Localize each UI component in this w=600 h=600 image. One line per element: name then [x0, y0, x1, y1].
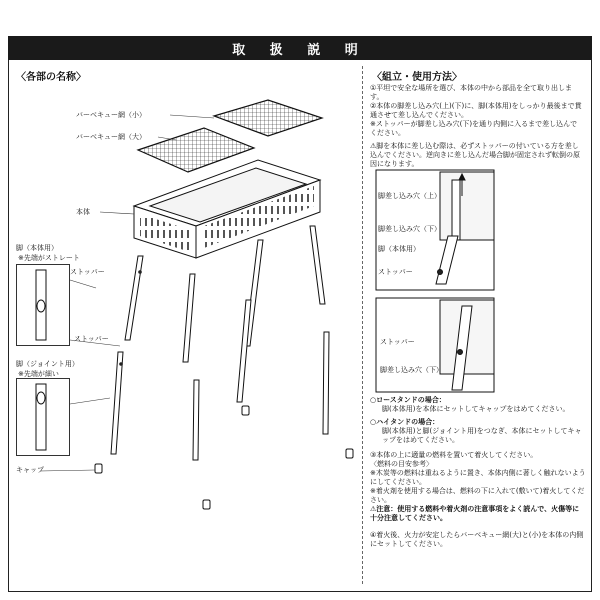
label-cap: キャップ: [16, 466, 44, 474]
fuel-note-1: ※木炭等の燃料は重ねるように置き、本体内側に著しく触れないようにしてください。: [370, 469, 586, 486]
label-bbq-net-large: バーベキュー網（大）: [76, 133, 146, 141]
assembly-heading: 〈組立・使用方法〉: [372, 72, 462, 83]
step-2-note: ※ストッパーが脚差し込み穴(下)を通り内側に入るまで差し込んでください。: [370, 120, 578, 137]
label-bbq-net-small: バーベキュー網（小）: [76, 111, 146, 119]
label-stopper-1: ストッパー: [70, 268, 105, 276]
warning-1: ⚠脚を本体に差し込む際は、必ずストッパーの付いている方を差し込んでください。逆向きに差し込んだ場合脚が固定されず転倒の原因になります。: [370, 142, 580, 168]
fig2-hole-lower: 脚差し込み穴（下）: [380, 366, 443, 374]
fuel-heading: 〈燃料の目安参考〉: [370, 460, 433, 468]
manual-title: 取 扱 説 明: [8, 36, 592, 60]
leg-drawings: [111, 226, 329, 460]
high-stand-title: ○ハイタンドの場合：: [370, 418, 440, 426]
step-2: ②本体の脚差し込み穴(上)(下)に、脚(本体用)をしっかり最後まで貫通させて差し込んでください。: [370, 102, 582, 119]
step-3: ③本体の上に適量の燃料を置いて着火してください。: [370, 451, 538, 459]
fig1-stopper: ストッパー: [378, 268, 413, 276]
label-leg-main-note: ※先端がストレート: [18, 254, 80, 262]
label-leg-main: 脚（本体用）: [16, 244, 58, 252]
label-leg-joint: 脚（ジョイント用）: [16, 360, 79, 368]
cap-drawings: [95, 406, 353, 509]
assembly-steps-top: [370, 84, 584, 169]
bbq-net-small-drawing: [214, 100, 322, 136]
fig1-hole-lower: 脚差し込み穴（下）: [378, 225, 441, 233]
step-4: ④着火後、火力が安定したらバーベキュー網(大)と(小)を本体の内側にセットしてください。: [370, 531, 584, 548]
step-1: ①平坦で安全な場所を選び、本体の中から部品を全て取り出します。: [370, 84, 572, 101]
body-drawing: [134, 160, 320, 258]
caution: ⚠注意：使用する燃料や着火剤の注意事項をよく読んで、火傷等に十分注意してください。: [370, 505, 580, 522]
label-leg-joint-note: ※先端が細い: [18, 370, 59, 378]
low-stand-title: ○ロースタンドの場合：: [370, 396, 446, 404]
fig2-stopper: ストッパー: [380, 338, 415, 346]
assembly-steps-bottom: [370, 396, 586, 549]
bbq-net-large-drawing: [138, 128, 254, 172]
parts-heading: 〈各部の名称〉: [16, 72, 86, 83]
high-stand-text: 脚(本体用)と脚(ジョイント用)をつなぎ、本体にセットしてキャップをはめてください。: [382, 427, 582, 444]
fig1-leg: 脚（本体用）: [378, 245, 420, 253]
low-stand-text: 脚(本体用)を本体にセットしてキャップをはめてください。: [382, 405, 570, 413]
fig1-hole-upper: 脚差し込み穴（上）: [378, 192, 441, 200]
label-body: 本体: [76, 208, 90, 216]
fuel-note-2: ※着火剤を使用する場合は、燃料の下に入れて(敷いて)着火してください。: [370, 487, 585, 504]
label-stopper-2: ストッパー: [74, 335, 109, 343]
